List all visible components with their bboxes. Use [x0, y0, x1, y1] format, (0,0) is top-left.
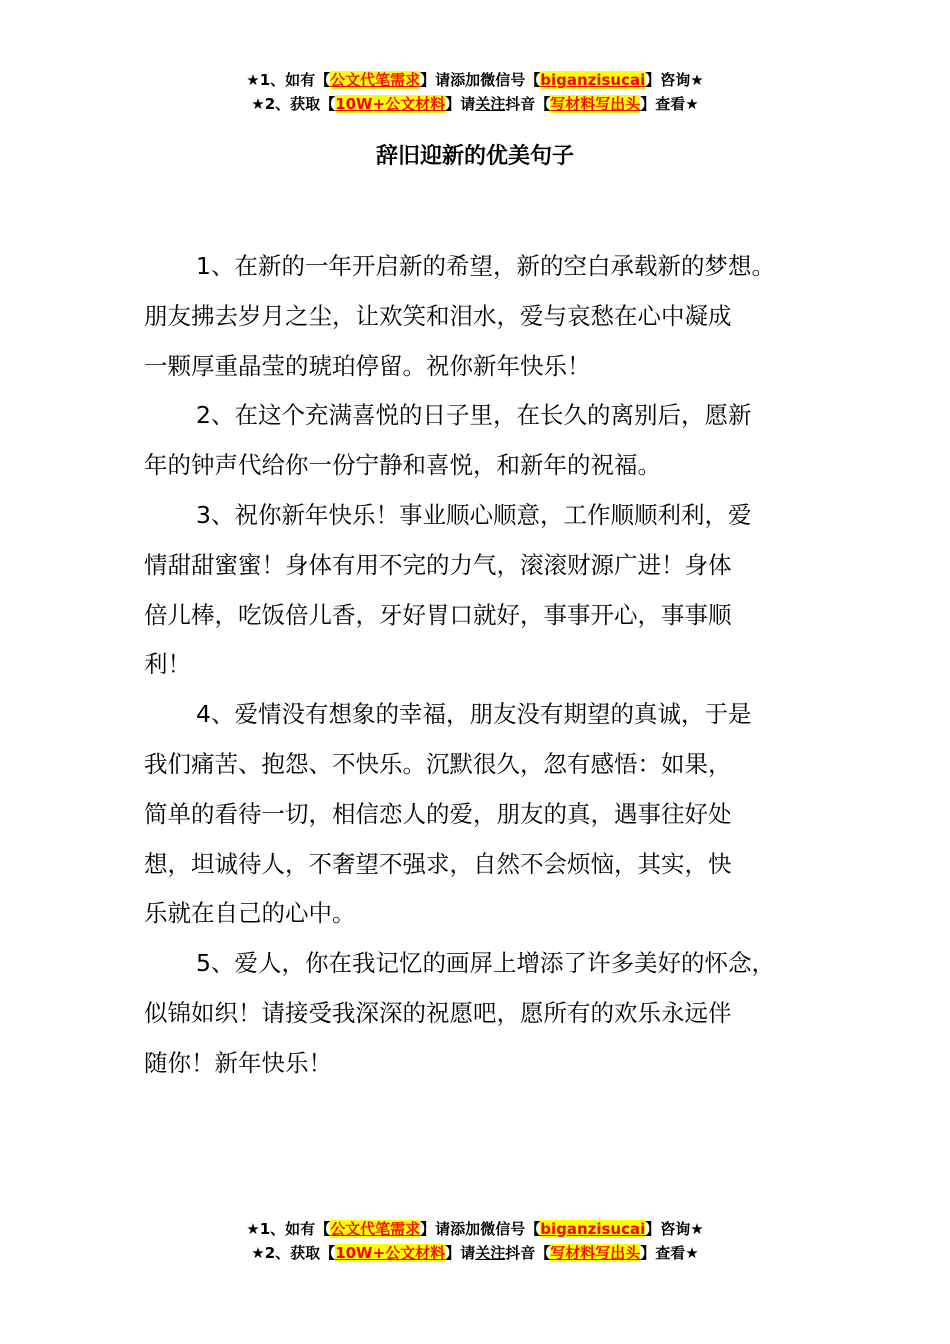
promo-line-2: ★2、获取【10W+公文材料】请关注抖音【写材料写出头】查看★ [251, 1244, 699, 1262]
promo-line-2: ★2、获取【10W+公文材料】请关注抖音【写材料写出头】查看★ [251, 95, 699, 113]
text-line: 随你！新年快乐！ [144, 1048, 332, 1077]
paragraph-4 [144, 690, 824, 939]
paragraph-5 [144, 939, 824, 1088]
text-line: 似锦如织！请接受我深深的祝愿吧，愿所有的欢乐永远伴 [144, 998, 732, 1027]
text-line: 简单的看待一切，相信恋人的爱，朋友的真，遇事往好处 [144, 799, 732, 828]
follow-text: 关注 [475, 1244, 506, 1262]
paragraph-2 [144, 391, 824, 491]
paragraph-3 [144, 491, 824, 690]
douyin-account: 写材料写出头 [550, 1244, 641, 1262]
text-line: 2、在这个充满喜悦的日子里，在长久的离别后，愿新 [196, 401, 752, 430]
text-line: 乐就在自己的心中。 [144, 899, 356, 928]
header-promo [0, 68, 950, 116]
materials-highlight: 10W+公文材料 [335, 95, 446, 113]
text-line: 4、爱情没有想象的幸福，朋友没有期望的真诚，于是 [196, 700, 752, 729]
text-line: 一颗厚重晶莹的琥珀停留。祝你新年快乐！ [144, 351, 591, 380]
text-line: 倍儿棒，吃饭倍儿香，牙好胃口就好，事事开心，事事顺 [144, 600, 732, 629]
text-line: 利！ [144, 650, 191, 679]
text-line: 3、祝你新年快乐！事业顺心顺意，工作顺顺利利，爱 [196, 500, 752, 529]
document-title: 辞旧迎新的优美句子 [375, 144, 574, 169]
follow-text: 关注 [475, 95, 506, 113]
promo-line-1: ★1、如有【公文代笔需求】请添加微信号【biganzisucai】咨询★ [246, 1220, 704, 1238]
service-highlight: 公文代笔需求 [330, 1220, 421, 1238]
text-line: 1、在新的一年开启新的希望，新的空白承载新的梦想。 [196, 252, 775, 280]
text-line: 朋友拂去岁月之尘，让欢笑和泪水，爱与哀愁在心中凝成 [144, 301, 732, 330]
service-highlight: 公文代笔需求 [330, 71, 421, 89]
wechat-id: biganzisucai [540, 1220, 646, 1238]
douyin-account: 写材料写出头 [550, 95, 641, 113]
wechat-id: biganzisucai [540, 71, 646, 89]
materials-highlight: 10W+公文材料 [335, 1244, 446, 1262]
text-line: 情甜甜蜜蜜！身体有用不完的力气，滚滚财源广进！身体 [144, 550, 732, 579]
text-line: 我们痛苦、抱怨、不快乐。沉默很久，忽有感悟：如果， [144, 749, 732, 778]
paragraph-1 [144, 242, 824, 391]
footer-promo [0, 1217, 950, 1265]
text-line: 5、爱人，你在我记忆的画屏上增添了许多美好的怀念， [196, 949, 775, 978]
text-line: 年的钟声代给你一份宁静和喜悦，和新年的祝福。 [144, 451, 661, 480]
text-line: 想，坦诚待人，不奢望不强求，自然不会烦恼，其实，快 [144, 849, 732, 878]
promo-line-1: ★1、如有【公文代笔需求】请添加微信号【biganzisucai】咨询★ [246, 71, 704, 89]
document-body [144, 242, 824, 1089]
